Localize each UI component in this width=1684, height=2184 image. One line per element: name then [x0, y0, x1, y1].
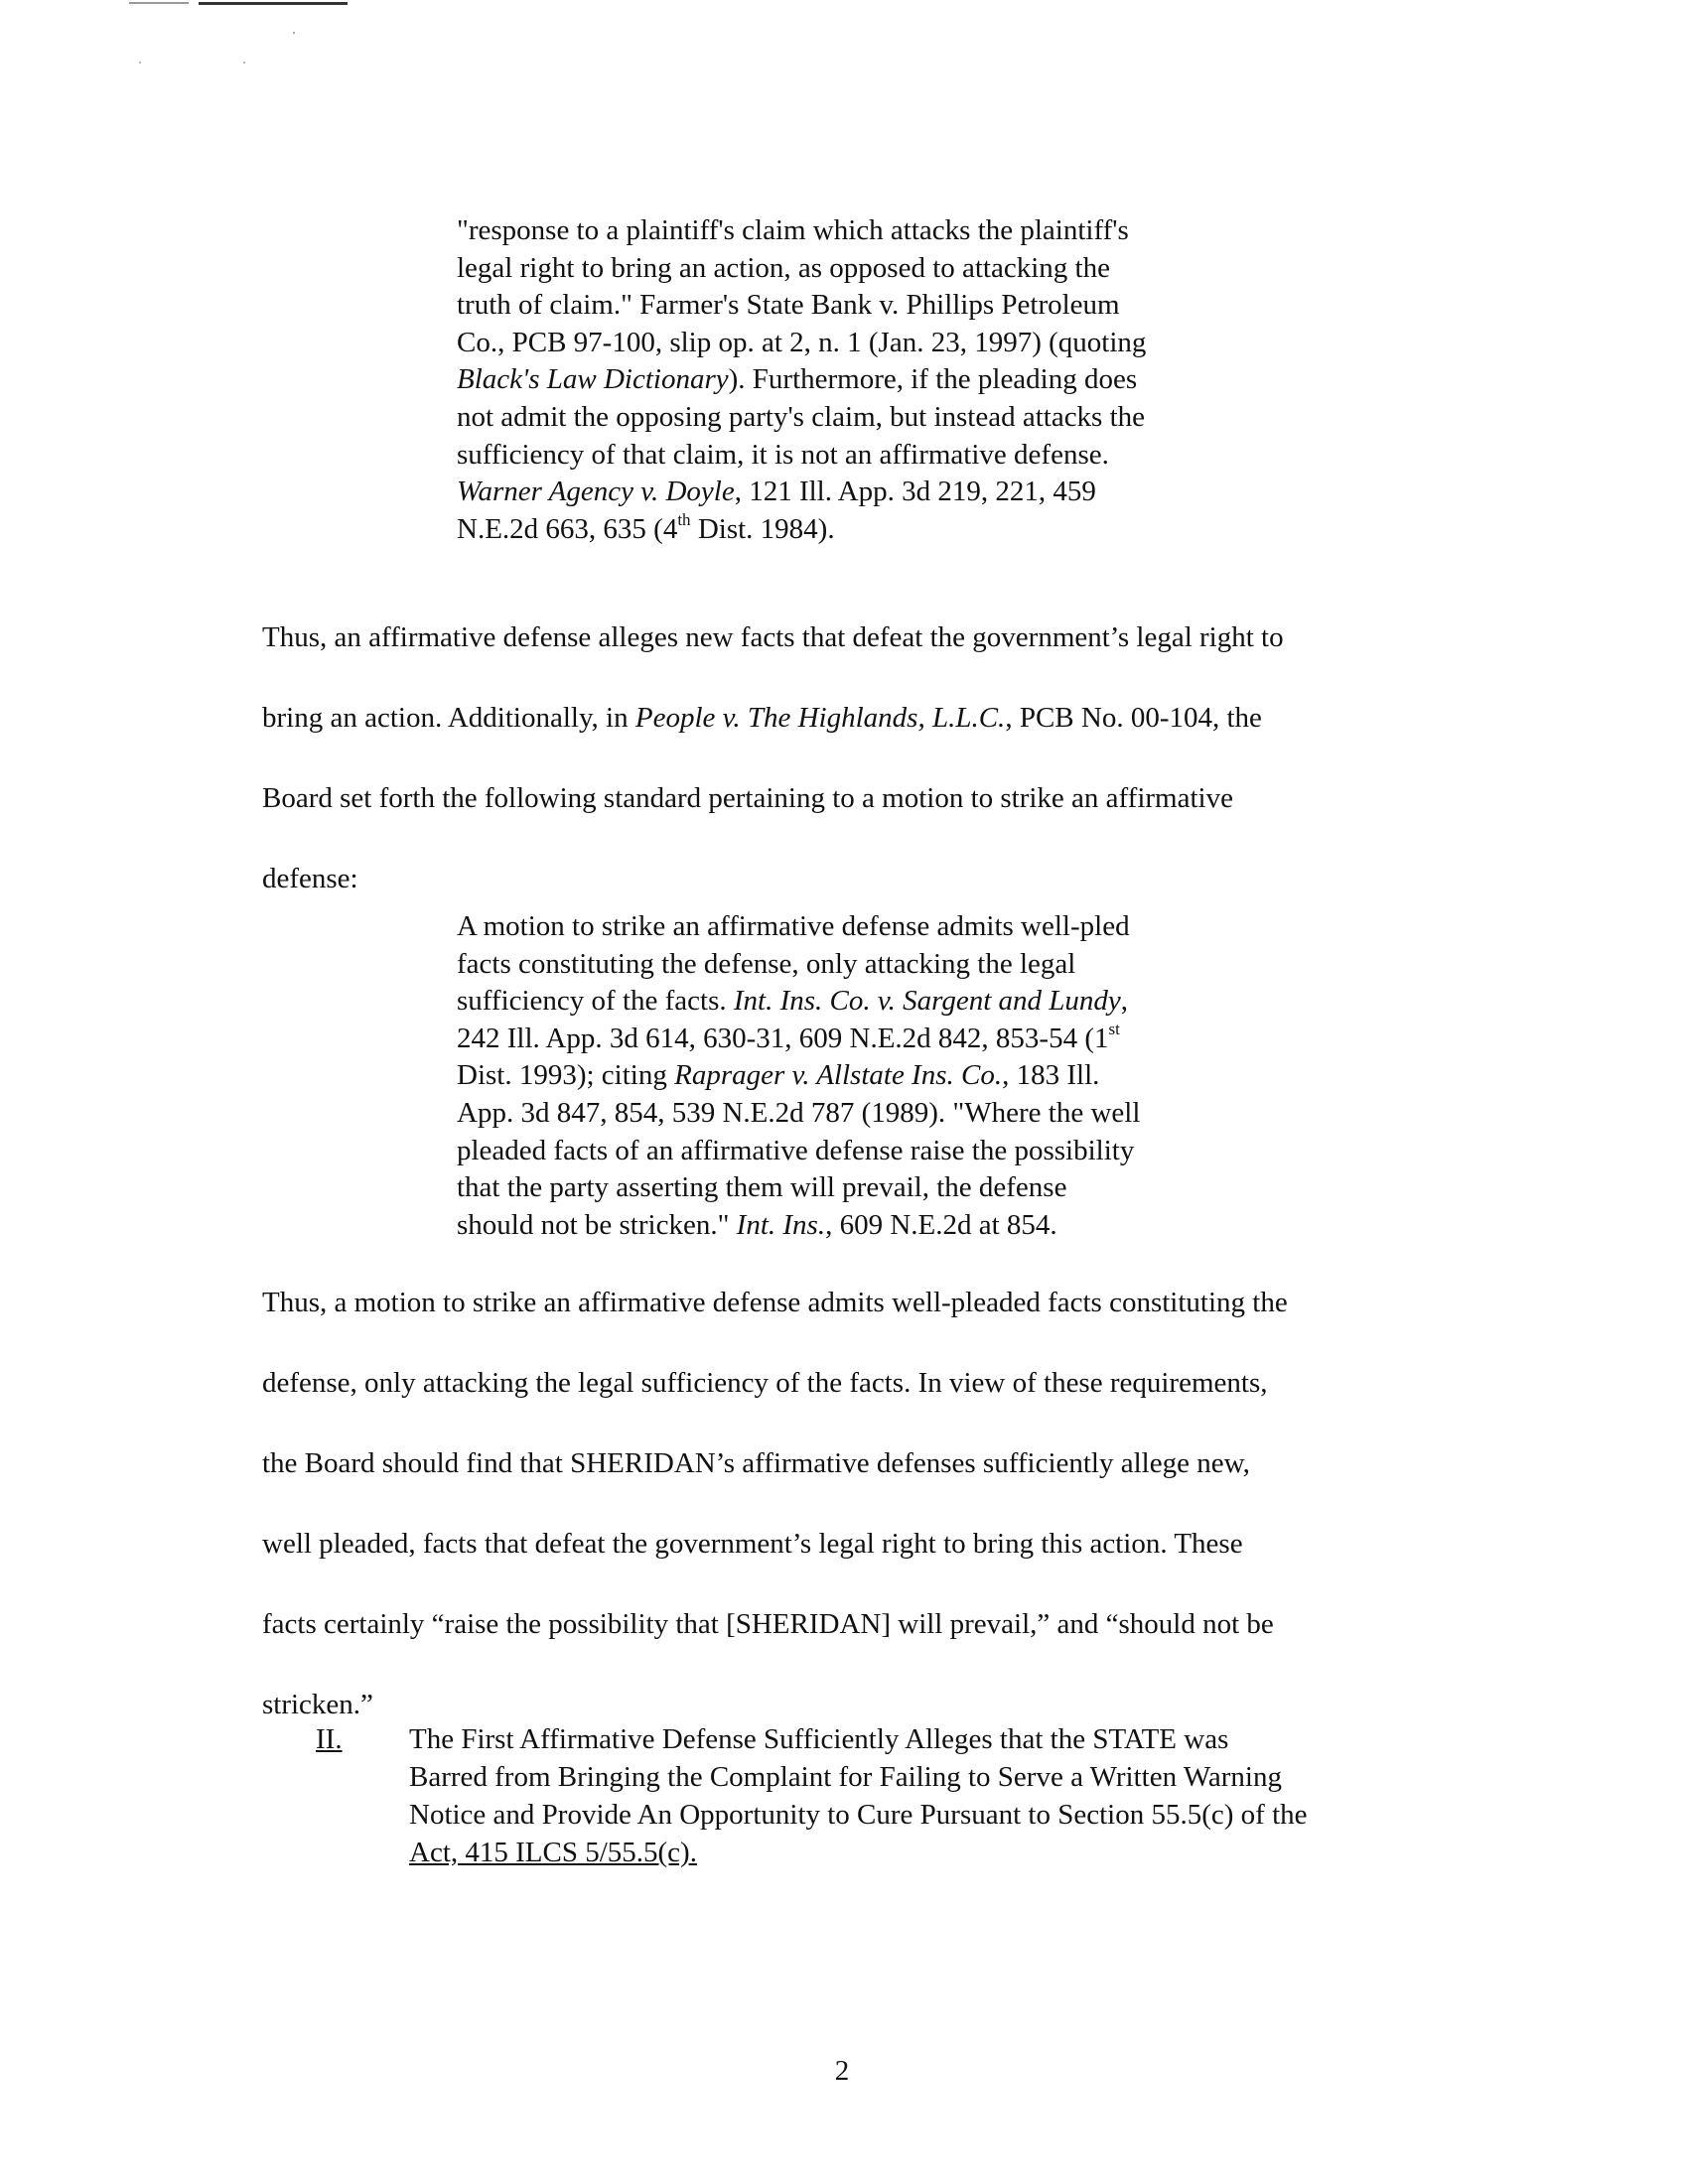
quote-line: App. 3d 847, 854, 539 N.E.2d 787 (1989). "Where the well	[457, 1096, 1141, 1129]
quote-line: "response to a plaintiff's claim which attacks the plaintiff's	[457, 214, 1129, 246]
scan-artifact-dot	[139, 62, 141, 64]
quote-line: facts constituting the defense, only attacking the legal	[457, 947, 1076, 980]
scan-artifact-dot	[293, 32, 295, 34]
quote-line: truth of claim." Farmer's State Bank v. Phillips Petroleum	[457, 289, 1120, 322]
case-citation: Warner Agency v. Doyle	[457, 476, 735, 508]
quote-line: N.E.2d 663, 635 (4th Dist. 1984).	[457, 509, 835, 545]
body-paragraph	[262, 1283, 1454, 1765]
case-citation: Int. Ins.	[736, 1208, 826, 1241]
body-line: Thus, a motion to strike an affirmative defense admits well-pleaded facts constituting the	[262, 1287, 1288, 1318]
quote-line: that the party asserting them will prevail, the defense	[457, 1171, 1067, 1204]
quote-line: not admit the opposing party's claim, but instead attacks the	[457, 400, 1146, 433]
quote-line: sufficiency of the facts. Int. Ins. Co. v. Sargent and Lundy,	[457, 985, 1128, 1018]
body-line: well pleaded, facts that defeat the government’s legal right to bring this action. These	[262, 1528, 1243, 1560]
scan-artifact-line	[199, 2, 348, 5]
body-line: defense:	[262, 863, 358, 894]
body-line: Thus, an affirmative defense alleges new facts that defeat the government’s legal right to	[262, 621, 1284, 653]
quote-line: Co., PCB 97-100, slip op. at 2, n. 1 (Jan. 23, 1997) (quoting	[457, 326, 1147, 358]
block-quote-definition	[457, 212, 1271, 548]
quote-line: A motion to strike an affirmative defense admits well-pled	[457, 910, 1130, 942]
scan-artifact-line	[129, 2, 189, 4]
case-citation: Raprager v. Allstate Ins. Co.	[674, 1059, 1003, 1092]
ordinal-superscript: th	[677, 509, 691, 529]
case-citation: Black's Law Dictionary	[457, 363, 729, 396]
body-line: bring an action. Additionally, in People v. The Highlands, L.L.C., PCB No. 00-104, the	[262, 702, 1262, 734]
case-citation: Int. Ins. Co. v. Sargent and Lundy	[733, 985, 1121, 1018]
case-citation: People v. The Highlands, L.L.C.	[634, 702, 1006, 734]
ordinal-superscript: st	[1108, 1019, 1120, 1038]
section-number: II.	[316, 1723, 343, 1755]
quote-line: Warner Agency v. Doyle, 121 Ill. App. 3d 219, 221, 459	[457, 476, 1096, 508]
body-line: stricken.”	[262, 1689, 373, 1720]
heading-line: The First Affirmative Defense Sufficiently Alleges that the STATE was	[409, 1723, 1229, 1755]
scan-artifact-dot	[243, 62, 245, 64]
block-quote-standard	[457, 908, 1271, 1244]
body-paragraph	[262, 617, 1454, 939]
section-title	[409, 1720, 1462, 1871]
body-line: Board set forth the following standard pertaining to a motion to strike an affirmative	[262, 782, 1233, 814]
heading-line: Barred from Bringing the Complaint for Failing to Serve a Written Warning	[409, 1761, 1282, 1793]
body-line: the Board should find that SHERIDAN’s affirmative defenses sufficiently allege new,	[262, 1447, 1250, 1479]
page-number: 2	[834, 2055, 850, 2087]
heading-line: Act, 415 ILCS 5/55.5(c).	[409, 1837, 697, 1868]
heading-line: Notice and Provide An Opportunity to Cure Pursuant to Section 55.5(c) of the	[409, 1799, 1308, 1831]
quote-line: Black's Law Dictionary). Furthermore, if the pleading does	[457, 363, 1138, 396]
quote-line: should not be stricken." Int. Ins., 609 N.E.2d at 854.	[457, 1208, 1057, 1241]
body-line: defense, only attacking the legal sufficiency of the facts. In view of these requirements,	[262, 1367, 1268, 1399]
body-line: facts certainly “raise the possibility that [SHERIDAN] will prevail,” and “should not be	[262, 1608, 1274, 1640]
quote-line: sufficiency of that claim, it is not an affirmative defense.	[457, 438, 1109, 471]
quote-line: pleaded facts of an affirmative defense raise the possibility	[457, 1134, 1135, 1166]
quote-line: legal right to bring an action, as opposed to attacking the	[457, 251, 1110, 284]
quote-line: Dist. 1993); citing Raprager v. Allstate Ins. Co., 183 Ill.	[457, 1059, 1100, 1092]
quote-line: 242 Ill. App. 3d 614, 630-31, 609 N.E.2d 842, 853-54 (1st	[457, 1019, 1120, 1054]
